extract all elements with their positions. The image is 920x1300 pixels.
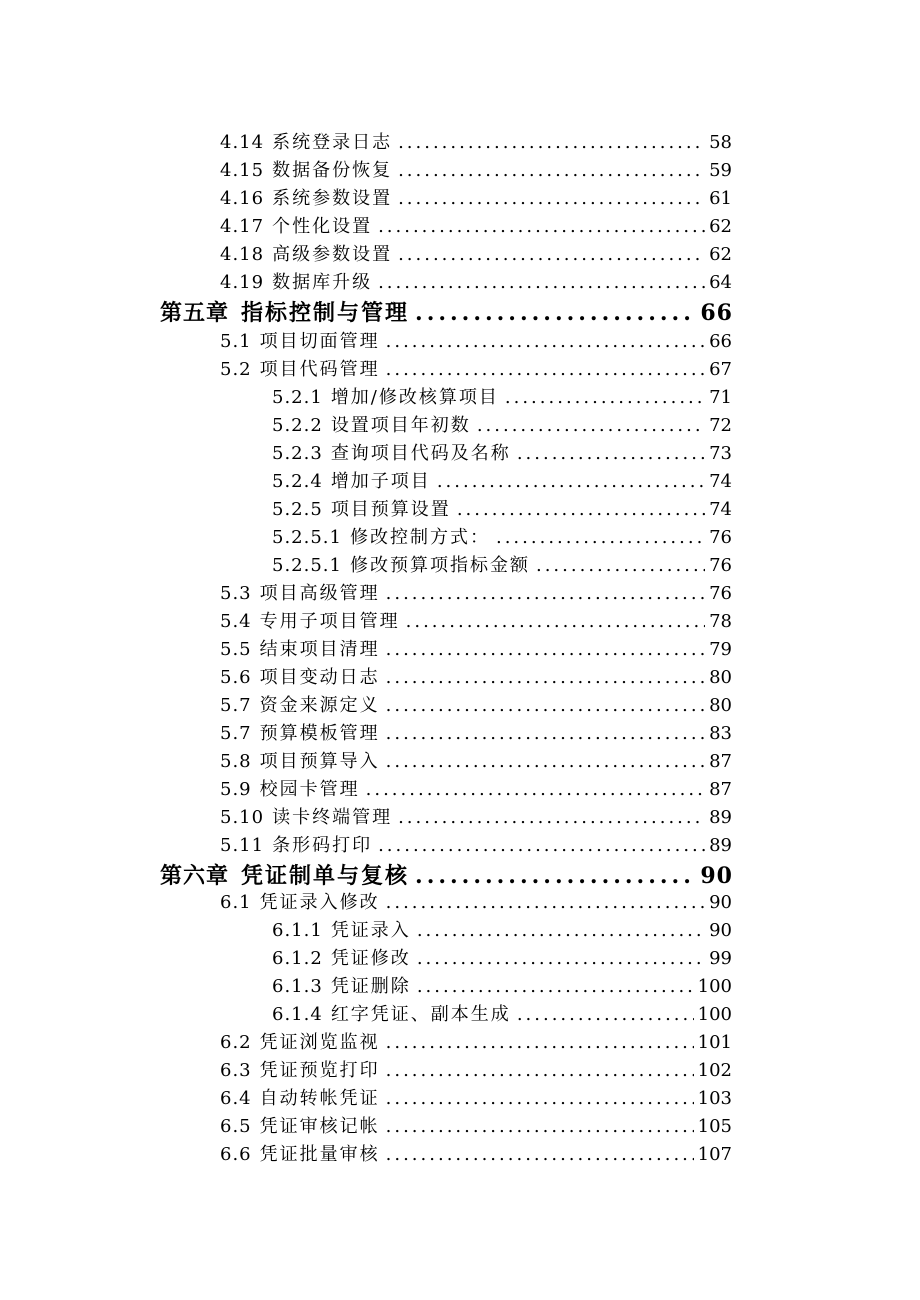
toc-title: 项目预算导入 <box>259 751 380 772</box>
toc-title: 修改预算项指标金额 <box>349 555 530 576</box>
toc-page-number: 103 <box>697 1088 732 1109</box>
toc-number: 5.8 <box>220 751 252 772</box>
toc-entry[interactable] <box>220 1113 732 1141</box>
toc-entry[interactable] <box>220 241 732 269</box>
toc-dot-leader <box>496 524 705 552</box>
toc-entry[interactable] <box>220 1141 732 1169</box>
toc-number: 5.2.3 <box>272 443 323 464</box>
toc-entry[interactable] <box>220 636 732 664</box>
toc-dot-leader <box>378 832 705 860</box>
toc-number: 5.7 <box>220 723 252 744</box>
toc-title: 查询项目代码及名称 <box>330 443 511 464</box>
toc-number: 5.2.2 <box>272 415 323 436</box>
toc-dot-leader <box>386 692 705 720</box>
toc-dot-leader <box>398 157 705 185</box>
toc-dot-leader <box>477 412 705 440</box>
toc-dot-leader <box>386 580 705 608</box>
toc-page-number: 87 <box>709 751 732 772</box>
toc-chapter-number: 第五章 <box>160 300 230 326</box>
toc-chapter-title: 凭证制单与复核 <box>241 863 410 889</box>
toc-dot-leader <box>398 129 705 157</box>
toc-dot-leader <box>417 917 705 945</box>
toc-page-number: 76 <box>709 527 732 548</box>
toc-page-number: 72 <box>709 415 732 436</box>
toc-dot-leader <box>386 356 705 384</box>
toc-number: 4.14 <box>220 132 265 153</box>
toc-title: 凭证浏览监视 <box>259 1032 380 1053</box>
toc-chapter-heading[interactable] <box>160 860 733 892</box>
toc-number: 6.1.2 <box>272 948 323 969</box>
toc-number: 6.6 <box>220 1144 252 1165</box>
toc-page-number: 59 <box>709 160 732 181</box>
toc-title: 个性化设置 <box>272 216 373 237</box>
toc-dot-leader <box>536 552 705 580</box>
toc-number: 6.4 <box>220 1088 252 1109</box>
toc-page-number: 74 <box>709 499 732 520</box>
toc-dot-leader <box>437 468 705 496</box>
toc-entry[interactable] <box>220 213 732 241</box>
toc-number: 5.2.5.1 <box>272 527 342 548</box>
toc-number: 6.2 <box>220 1032 252 1053</box>
toc-title: 凭证录入 <box>330 920 411 941</box>
toc-title: 结束项目清理 <box>259 639 380 660</box>
toc-title: 资金来源定义 <box>259 695 380 716</box>
toc-number: 6.5 <box>220 1116 252 1137</box>
toc-dot-leader <box>386 1057 694 1085</box>
toc-title: 项目变动日志 <box>259 667 380 688</box>
toc-chapter-title: 指标控制与管理 <box>241 300 410 326</box>
toc-entry[interactable] <box>272 552 732 580</box>
toc-page-number: 58 <box>709 132 732 153</box>
toc-number: 5.2.5.1 <box>272 555 342 576</box>
toc-entry[interactable] <box>220 776 732 804</box>
toc-number: 5.11 <box>220 835 265 856</box>
toc-dot-leader <box>378 269 705 297</box>
toc-title: 凭证删除 <box>330 976 411 997</box>
toc-number: 6.1.3 <box>272 976 323 997</box>
toc-page-number: 61 <box>709 188 732 209</box>
toc-title: 红字凭证、副本生成 <box>330 1004 511 1025</box>
toc-number: 5.2.5 <box>272 499 323 520</box>
toc-entry[interactable] <box>272 524 732 552</box>
toc-page-number: 90 <box>700 863 733 889</box>
toc-title: 数据库升级 <box>272 272 373 293</box>
toc-entry[interactable] <box>220 1085 732 1113</box>
toc-page-number: 62 <box>709 244 732 265</box>
toc-number: 5.2 <box>220 359 252 380</box>
toc-page-number: 73 <box>709 443 732 464</box>
toc-number: 4.19 <box>220 272 265 293</box>
toc-page-number: 74 <box>709 471 732 492</box>
toc-page-number: 67 <box>709 359 732 380</box>
toc-title: 增加子项目 <box>330 471 431 492</box>
toc-number: 5.2.1 <box>272 387 323 408</box>
toc-page-number: 107 <box>697 1144 732 1165</box>
toc-dot-leader <box>415 297 696 329</box>
toc-entry[interactable] <box>220 328 732 356</box>
toc-number: 5.9 <box>220 779 252 800</box>
toc-title: 条形码打印 <box>272 835 373 856</box>
toc-title: 项目切面管理 <box>259 331 380 352</box>
toc-page-number: 87 <box>709 779 732 800</box>
toc-dot-leader <box>386 1085 694 1113</box>
toc-dot-leader <box>386 1113 694 1141</box>
toc-title: 设置项目年初数 <box>330 415 471 436</box>
toc-dot-leader <box>386 1141 694 1169</box>
toc-dot-leader <box>378 213 705 241</box>
toc-page-number: 90 <box>709 920 732 941</box>
toc-number: 5.6 <box>220 667 252 688</box>
toc-title: 校园卡管理 <box>259 779 360 800</box>
toc-entry[interactable] <box>220 889 732 917</box>
toc-entry[interactable] <box>272 496 732 524</box>
toc-entry[interactable] <box>220 720 732 748</box>
toc-number: 5.7 <box>220 695 252 716</box>
toc-page-number: 83 <box>709 723 732 744</box>
toc-page-number: 66 <box>709 331 732 352</box>
toc-dot-leader <box>386 720 705 748</box>
toc-chapter-heading[interactable] <box>160 297 733 329</box>
toc-entry[interactable] <box>220 129 732 157</box>
toc-entry[interactable] <box>220 804 732 832</box>
toc-number: 4.17 <box>220 216 265 237</box>
toc-entry[interactable] <box>220 185 732 213</box>
toc-entry[interactable] <box>220 580 732 608</box>
toc-dot-leader <box>386 636 705 664</box>
toc-page-number: 64 <box>709 272 732 293</box>
toc-number: 6.1.1 <box>272 920 323 941</box>
toc-page-number: 78 <box>709 611 732 632</box>
toc-dot-leader <box>417 945 705 973</box>
toc-entry[interactable] <box>220 1029 732 1057</box>
toc-entry[interactable] <box>272 945 732 973</box>
toc-title: 项目预算设置 <box>330 499 451 520</box>
toc-page-number: 102 <box>697 1060 732 1081</box>
toc-page-number: 99 <box>709 948 732 969</box>
toc-dot-leader <box>417 973 694 1001</box>
toc-entry[interactable] <box>220 832 732 860</box>
toc-title: 项目代码管理 <box>259 359 380 380</box>
toc-dot-leader <box>386 1029 694 1057</box>
toc-dot-leader <box>457 496 705 524</box>
toc-page-number: 100 <box>697 1004 732 1025</box>
toc-title: 系统登录日志 <box>272 132 393 153</box>
toc-title: 自动转帐凭证 <box>259 1088 380 1109</box>
toc-title: 高级参数设置 <box>272 244 393 265</box>
toc-title: 系统参数设置 <box>272 188 393 209</box>
toc-entry[interactable] <box>272 1001 732 1029</box>
toc-entry[interactable] <box>272 384 732 412</box>
toc-title: 修改控制方式： <box>349 527 490 548</box>
toc-entry[interactable] <box>220 608 732 636</box>
toc-number: 4.16 <box>220 188 265 209</box>
toc-entry[interactable] <box>272 412 732 440</box>
toc-dot-leader <box>386 748 705 776</box>
toc-dot-leader <box>386 328 705 356</box>
toc-number: 4.18 <box>220 244 265 265</box>
toc-page-number: 80 <box>709 667 732 688</box>
toc-page-number: 76 <box>709 555 732 576</box>
toc-entry[interactable] <box>220 269 732 297</box>
toc-title: 读卡终端管理 <box>272 807 393 828</box>
toc-number: 5.1 <box>220 331 252 352</box>
toc-title: 凭证修改 <box>330 948 411 969</box>
toc-dot-leader <box>415 860 696 892</box>
toc-dot-leader <box>366 776 705 804</box>
toc-page-number: 79 <box>709 639 732 660</box>
toc-entry[interactable] <box>272 440 732 468</box>
toc-entry[interactable] <box>272 973 732 1001</box>
toc-dot-leader <box>517 440 705 468</box>
toc-number: 5.2.4 <box>272 471 323 492</box>
toc-number: 6.1.4 <box>272 1004 323 1025</box>
toc-page-number: 76 <box>709 583 732 604</box>
toc-dot-leader <box>406 608 705 636</box>
toc-title: 项目高级管理 <box>259 583 380 604</box>
toc-number: 5.5 <box>220 639 252 660</box>
toc-page-number: 89 <box>709 835 732 856</box>
toc-title: 凭证预览打印 <box>259 1060 380 1081</box>
toc-title: 专用子项目管理 <box>259 611 400 632</box>
toc-title: 预算模板管理 <box>259 723 380 744</box>
toc-entry[interactable] <box>220 1057 732 1085</box>
toc-chapter-number: 第六章 <box>160 863 230 889</box>
toc-dot-leader <box>386 889 705 917</box>
toc-dot-leader <box>517 1001 694 1029</box>
toc-entry[interactable] <box>220 157 732 185</box>
toc-entry[interactable] <box>220 748 732 776</box>
toc-page-number: 71 <box>709 387 732 408</box>
toc-page-number: 105 <box>697 1116 732 1137</box>
toc-page-number: 90 <box>709 892 732 913</box>
toc-title: 数据备份恢复 <box>272 160 393 181</box>
toc-number: 4.15 <box>220 160 265 181</box>
toc-number: 6.3 <box>220 1060 252 1081</box>
toc-title: 凭证录入修改 <box>259 892 380 913</box>
toc-dot-leader <box>505 384 705 412</box>
toc-page-number: 101 <box>697 1032 732 1053</box>
toc-entry[interactable] <box>272 917 732 945</box>
toc-page-number: 89 <box>709 807 732 828</box>
toc-title: 增加/修改核算项目 <box>330 387 499 408</box>
toc-number: 5.3 <box>220 583 252 604</box>
toc-title: 凭证批量审核 <box>259 1144 380 1165</box>
toc-entry[interactable] <box>220 692 732 720</box>
toc-page-number: 100 <box>697 976 732 997</box>
toc-number: 5.4 <box>220 611 252 632</box>
toc-title: 凭证审核记帐 <box>259 1116 380 1137</box>
toc-number: 6.1 <box>220 892 252 913</box>
toc-page-number: 80 <box>709 695 732 716</box>
toc-number: 5.10 <box>220 807 265 828</box>
toc-dot-leader <box>398 241 705 269</box>
toc-entry[interactable] <box>220 664 732 692</box>
toc-dot-leader <box>398 185 705 213</box>
toc-dot-leader <box>386 664 705 692</box>
toc-page-number: 66 <box>700 300 733 326</box>
toc-entry[interactable] <box>220 356 732 384</box>
toc-page-number: 62 <box>709 216 732 237</box>
toc-dot-leader <box>398 804 705 832</box>
toc-entry[interactable] <box>272 468 732 496</box>
